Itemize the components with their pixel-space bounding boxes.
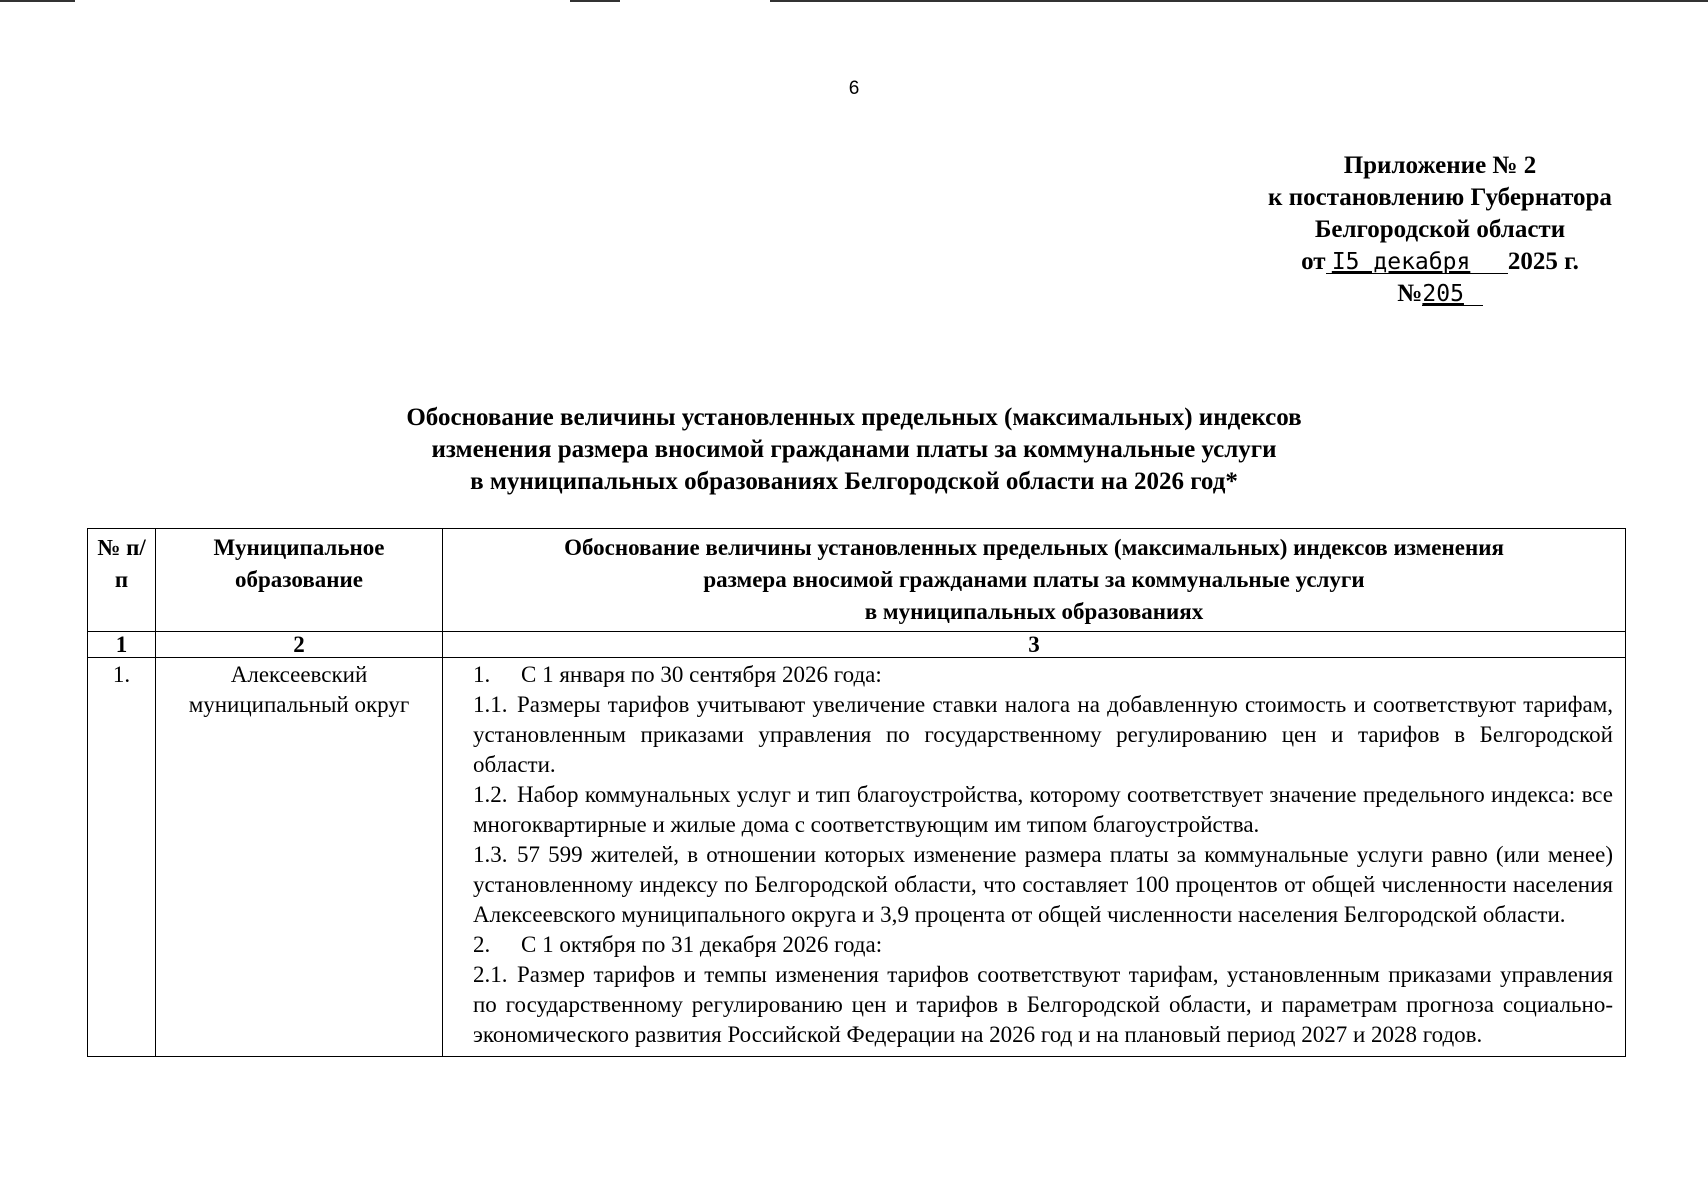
scan-top-rule-mid: [570, 0, 620, 2]
paragraph-1-2: [473, 780, 1613, 840]
header-justification: [443, 529, 1626, 632]
paragraph-1-3: [473, 840, 1613, 930]
section-1-heading: [473, 660, 1613, 690]
justification-table: [87, 528, 1626, 1057]
index-cell-1: 1: [88, 632, 156, 658]
header-municipality: Муниципальное образование: [156, 529, 443, 632]
appendix-number: [1230, 278, 1650, 310]
appendix-title: Приложение № 2: [1343, 152, 1537, 179]
number-handwritten: 205: [1422, 281, 1464, 307]
section-1-number: 1.: [473, 662, 491, 687]
scan-top-rule-right: [770, 0, 1708, 2]
row-justification: [443, 658, 1626, 1057]
paragraph-1-1: [473, 690, 1613, 780]
table-index-row: [88, 632, 1626, 658]
header-justification-line-3: в муниципальных образованиях: [864, 599, 1204, 624]
document-title: [200, 402, 1508, 498]
index-cell-3: 3: [443, 632, 1626, 658]
row-municipality: Алексеевский муниципальный округ: [156, 658, 443, 1057]
paragraph-1-3-number: 1.3.: [473, 842, 508, 867]
title-line-2: изменения размера вносимой гражданами платы за коммунальные услуги: [431, 436, 1277, 463]
appendix-region: Белгородской области: [1314, 216, 1566, 243]
number-blank: [1422, 283, 1482, 306]
paragraph-1-1-number: 1.1.: [473, 692, 508, 717]
section-1-text: С 1 января по 30 сентября 2026 года:: [521, 662, 882, 687]
paragraph-2-1-number: 2.1.: [473, 962, 508, 987]
appendix-date: [1230, 246, 1650, 278]
scan-top-rule-left: [0, 0, 75, 2]
title-line-1: Обоснование величины установленных предельных (максимальных) индексов: [406, 404, 1302, 431]
paragraph-2-1-text: Размер тарифов и темпы изменения тарифов соответствуют тарифам, установленным приказами управления по государственному регулированию цен и тарифов в Белгородской области, и параметрам прогноза социально-экономического развития Российской Федерации на 2026 год и на плановый период 2027 и 2028 годов.: [473, 962, 1613, 1047]
date-suffix: 2025 г.: [1507, 248, 1579, 275]
appendix-block: [1230, 150, 1650, 310]
date-blank: [1326, 251, 1508, 274]
table-row: [88, 658, 1626, 1057]
date-handwritten: I5 декабря: [1331, 249, 1471, 275]
title-line-3: в муниципальных образованиях Белгородской области на 2026 год*: [470, 468, 1238, 495]
number-prefix: №: [1397, 280, 1423, 307]
header-justification-line-1: Обоснование величины установленных предельных (максимальных) индексов изменения: [564, 535, 1504, 560]
section-2-heading: [473, 930, 1613, 960]
appendix-decree-ref: к постановлению Губернатора: [1268, 184, 1612, 211]
index-cell-2: 2: [156, 632, 443, 658]
paragraph-1-1-text: Размеры тарифов учитывают увеличение ставки налога на добавленную стоимость и соответствуют тарифам, установленным приказами управления по государственному регулированию цен и тарифов в Белгородской области.: [473, 692, 1613, 777]
row-number: 1.: [88, 658, 156, 1057]
section-2-text: С 1 октября по 31 декабря 2026 года:: [521, 932, 883, 957]
paragraph-1-2-text: Набор коммунальных услуг и тип благоустройства, которому соответствует значение предельного индекса: все многоквартирные и жилые дома с соответствующим им типом благоустройства.: [473, 782, 1613, 837]
header-justification-line-2: размера вносимой гражданами платы за коммунальные услуги: [703, 567, 1365, 592]
table-header-row: [88, 529, 1626, 632]
header-number: № п/п: [88, 529, 156, 632]
date-prefix: от: [1301, 248, 1326, 275]
page-number: 6: [848, 78, 860, 99]
section-2-number: 2.: [473, 932, 491, 957]
paragraph-1-2-number: 1.2.: [473, 782, 508, 807]
paragraph-1-3-text: 57 599 жителей, в отношении которых изменение размера платы за коммунальные услуги равно (или менее) установленному индексу по Белгородской области, что составляет 100 процентов от общей численности населения Алексеевского муниципального округа и 3,9 процента от общей численности населения Белгородской области.: [473, 842, 1613, 927]
paragraph-2-1: [473, 960, 1613, 1050]
